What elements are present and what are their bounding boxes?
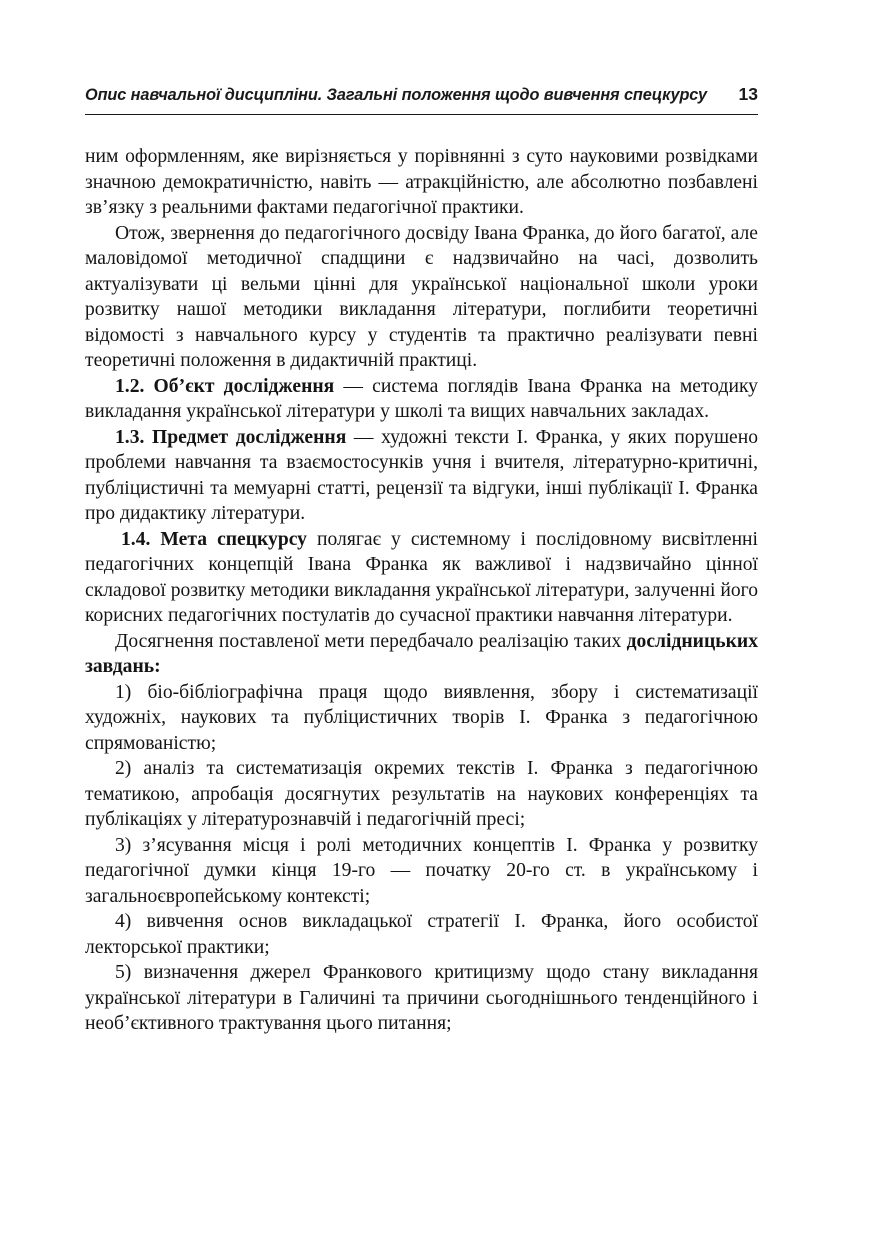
research-object-heading: 1.2. Об’єкт дослідження (115, 375, 335, 397)
list-item-task-4: 4) вивчення основ викладацької стратегії І. Франка, його особистої лекторської практики; (85, 911, 758, 958)
research-tasks-intro-text: Досягнення поставленої мети передбачало реалізацію таких (115, 630, 627, 652)
running-header (85, 84, 758, 115)
list-item-task-5: 5) визначення джерел Франкового критицизму щодо стану викладання української літератури в Галичині та причини сьогоднішнього тенденційного і необ’єктивного трактування цього питання; (85, 962, 758, 1034)
paragraph-research-object (85, 374, 758, 425)
list-item-task-3: 3) з’ясування місця і ролі методичних концептів І. Франка у розвитку педагогічної думки кінця 19-го — початку 20-го ст. в українському і загальноєвропейському контексті; (85, 834, 758, 907)
list-item-task-1: 1) біо-бібліографічна праця щодо виявлення, збору і систематизації художніх, наукових та публіцистичних творів І. Франка з педагогічною спрямованістю; (85, 681, 758, 754)
course-goal-text: полягає у системному і послідовному висвітленні педагогічних концепцій Івана Франка як важливої і надзвичайно цінної складової розвитку методики викладання української літератури, залученні його корисних педагогічних постулатів до сучасної практики навчання літератури. (85, 528, 758, 626)
paragraph-continuation: ним оформленням, яке вирізняється у порівнянні з суто науковими розвідками значною демократичністю, навіть — атракційністю, але абсолютно позбавлені зв’язку з реальними фактами педагогічної практики. (85, 146, 758, 218)
research-object-text: — система поглядів Івана Франка на методику викладання української літератури у школі та вищих навчальних закладах. (85, 375, 758, 422)
body-text (85, 144, 758, 1037)
paragraph-franko-experience: Отож, звернення до педагогічного досвіду Івана Франка, до його багатої, але маловідомої методичної спадщини є надзвичайно на часі, дозволить актуалізувати ці вельми цінні для української національної школи уроки розвитку нашої методики викладання літератури, поглибити теоретичні відомості з навчального курсу у студентів та практично реалізувати певні теоретичні положення в дидактичній практиці. (85, 222, 758, 371)
research-tasks-heading: дослідницьких завдань: (85, 630, 758, 677)
research-subject-text: — художні тексти І. Франка, у яких порушено проблеми навчання та взаємостосунків учня і вчителя, літературно-критичні, публіцистичні та мемуарні статті, рецензії та відгуки, інші публікації І. Франка про дидактику літератури. (85, 426, 759, 524)
running-title: Опис навчальної дисципліни. Загальні положення щодо вивчення спецкурсу (85, 86, 707, 104)
list-item-task-2: 2) аналіз та систематизація окремих текстів І. Франка з педагогічною тематикою, апробація досягнутих результатів на наукових конференціях та публікаціях у літературознавчій і педагогічній пресі; (85, 758, 758, 830)
course-goal-heading: 1.4. Мета спецкурсу (121, 528, 307, 550)
paragraph-research-tasks-intro (85, 629, 758, 680)
paragraph-course-goal (85, 527, 758, 629)
page-number: 13 (738, 84, 758, 104)
research-subject-heading: 1.3. Предмет дослідження (115, 426, 347, 448)
paragraph-research-subject (85, 425, 758, 527)
